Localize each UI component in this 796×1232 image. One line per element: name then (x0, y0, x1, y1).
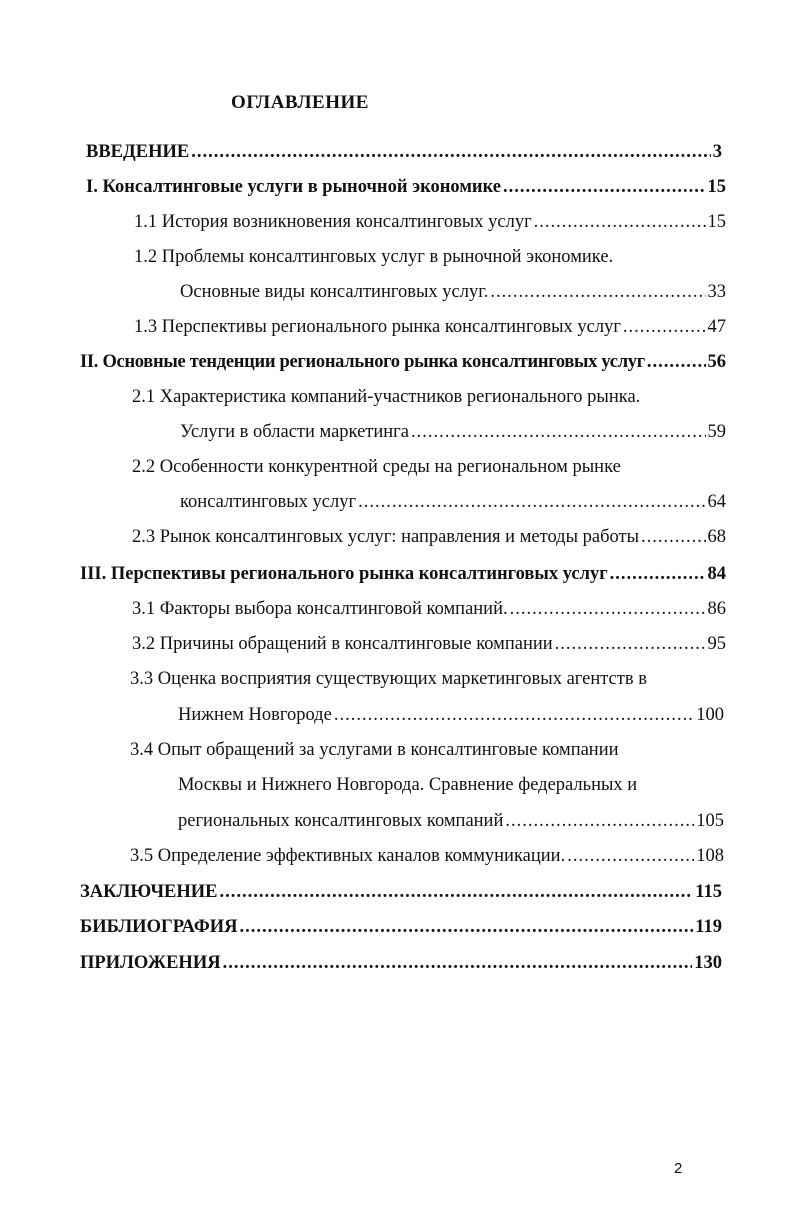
toc-entry-2-2[interactable] (180, 490, 726, 516)
dot-leader (503, 175, 706, 199)
dot-leader (623, 315, 706, 339)
toc-entry-page: 95 (707, 634, 726, 654)
toc-entry-page: 59 (707, 422, 726, 442)
page-number: 2 (674, 1160, 683, 1177)
toc-entry-3-4[interactable] (178, 809, 724, 835)
dot-leader (191, 140, 711, 164)
toc-entry-2-3[interactable] (132, 525, 726, 551)
toc-entry-1-2[interactable] (180, 280, 726, 306)
dot-leader (220, 880, 694, 904)
toc-entry-1-2-line1: 1.2 Проблемы консалтинговых услуг в рыночной экономике. (134, 247, 614, 267)
dot-leader (641, 525, 705, 549)
dot-leader (358, 490, 705, 514)
toc-entry-3-5[interactable] (130, 844, 724, 870)
dot-leader (567, 844, 694, 868)
dot-leader (510, 597, 706, 621)
dot-leader (534, 210, 706, 234)
toc-entry-2-1-line1: 2.1 Характеристика компаний-участников регионального рынка. (132, 387, 641, 407)
toc-entry-page: 100 (696, 705, 724, 725)
toc-entry-3-4-line1: 3.4 Опыт обращений за услугами в консалтинговые компании (130, 740, 619, 760)
toc-entry-1-1[interactable] (134, 210, 726, 236)
toc-entry-3-3-line1: 3.3 Оценка восприятия существующих маркетинговых агентств в (130, 669, 647, 689)
toc-entry-page: 84 (707, 564, 726, 584)
toc-entry-conclusion[interactable] (80, 880, 722, 906)
toc-entry-2-2-line1: 2.2 Особенности конкурентной среды на региональном рынке (132, 457, 621, 477)
dot-leader (490, 280, 705, 304)
toc-entry-text: БИБЛИОГРАФИЯ (80, 917, 238, 937)
toc-entry-3-4-line2: Москвы и Нижнего Новгорода. Сравнение федеральных и (178, 775, 638, 795)
toc-entry-text: Услуги в области маркетинга (180, 422, 409, 442)
toc-entry-3-3[interactable] (178, 703, 724, 729)
toc-entry-text: III. Перспективы регионального рынка консалтинговых услуг (80, 564, 608, 584)
toc-entry-bibliography[interactable] (80, 915, 722, 941)
dot-leader (555, 632, 706, 656)
dot-leader (647, 350, 706, 374)
toc-entry-chapter-2[interactable] (80, 350, 726, 376)
toc-entry-1-3[interactable] (134, 315, 726, 341)
toc-entry-text: 3.1 Факторы выбора консалтинговой компаний. (132, 599, 508, 619)
toc-entry-text: Основные виды консалтинговых услуг. (180, 282, 489, 302)
toc-entry-page: 86 (707, 599, 726, 619)
toc-entry-appendices[interactable] (80, 951, 722, 977)
toc-entry-text: I. Консалтинговые услуги в рыночной экономике (86, 177, 501, 197)
toc-entry-3-2[interactable] (132, 632, 726, 658)
toc-entry-page: 130 (694, 953, 722, 973)
toc-entry-text: 3.5 Определение эффективных каналов коммуникации. (130, 846, 566, 866)
toc-entry-chapter-1[interactable] (86, 175, 726, 201)
toc-entry-intro[interactable] (86, 140, 722, 166)
toc-title: ОГЛАВЛЕНИЕ (231, 92, 369, 113)
toc-entry-text: Нижнем Новгороде (178, 705, 332, 725)
toc-entry-page: 68 (707, 527, 726, 547)
toc-entry-page: 105 (696, 811, 724, 831)
dot-leader (505, 809, 694, 833)
dot-leader (411, 420, 706, 444)
toc-entry-page: 47 (707, 317, 726, 337)
dot-leader (223, 951, 693, 975)
dot-leader (334, 703, 694, 727)
toc-entry-page: 64 (707, 492, 726, 512)
dot-leader (240, 915, 694, 939)
toc-entry-text: региональных консалтинговых компаний (178, 811, 504, 831)
toc-entry-page: 115 (695, 882, 722, 902)
toc-entry-text: ЗАКЛЮЧЕНИЕ (80, 882, 218, 902)
toc-entry-page: 15 (707, 177, 726, 197)
toc-entry-3-1[interactable] (132, 597, 726, 623)
toc-entry-text: 1.1 История возникновения консалтинговых услуг (134, 212, 532, 232)
toc-entry-text: II. Основные тенденции регионального рынка консалтинговых услуг (80, 352, 645, 372)
toc-entry-text: 3.2 Причины обращений в консалтинговые компании (132, 634, 553, 654)
toc-entry-page: 3 (712, 142, 722, 162)
toc-entry-page: 56 (707, 352, 726, 372)
toc-entry-text: ВВЕДЕНИЕ (86, 142, 190, 162)
toc-entry-text: консалтинговых услуг (180, 492, 357, 512)
toc-entry-page: 33 (707, 282, 726, 302)
toc-entry-text: 2.3 Рынок консалтинговых услуг: направления и методы работы (132, 527, 640, 547)
toc-entry-text: ПРИЛОЖЕНИЯ (80, 953, 221, 973)
toc-entry-page: 15 (707, 212, 726, 232)
dot-leader (610, 562, 706, 586)
toc-entry-text: 1.3 Перспективы регионального рынка консалтинговых услуг (134, 317, 621, 337)
toc-entry-page: 119 (695, 917, 722, 937)
toc-entry-2-1[interactable] (180, 420, 726, 446)
toc-entry-chapter-3[interactable] (80, 562, 726, 588)
toc-entry-page: 108 (696, 846, 724, 866)
